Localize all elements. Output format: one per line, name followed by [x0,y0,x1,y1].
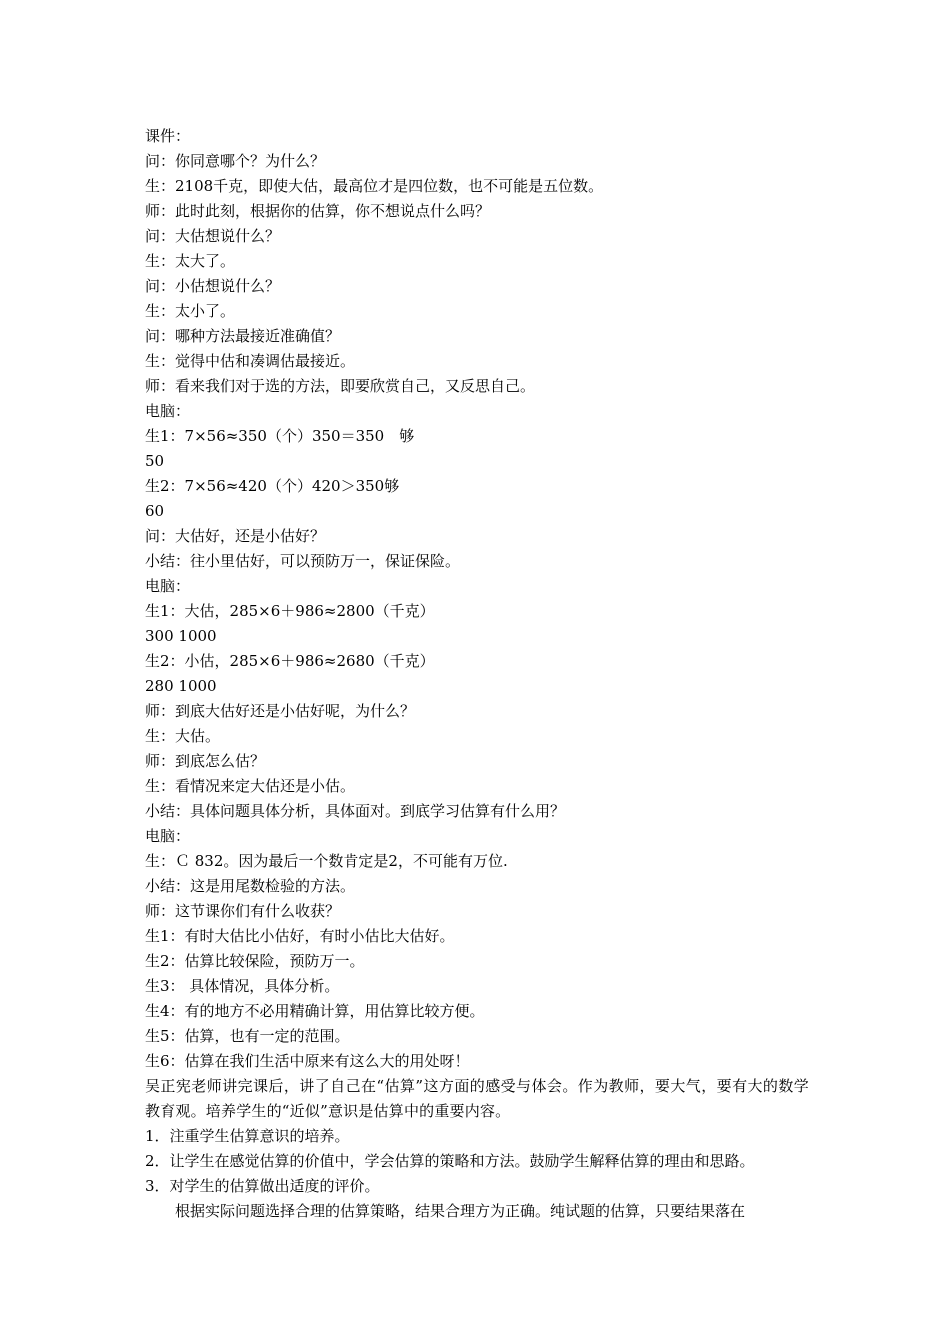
text-line: 小结：这是用尾数检验的方法。 [145,877,356,895]
list-item: 2．让学生在感觉估算的价值中，学会估算的策略和方法。鼓励学生解释估算的理由和思路。 [145,1152,755,1170]
text-line: 50 [145,452,165,470]
reflection-paragraph: 吴正宪老师讲完课后，讲了自己在“估算”这方面的感受与体会。作为教师，要大气，要有大的数学教育观。培养学生的“近似”意识是估算中的重要内容。 [145,1077,809,1120]
text-line: 小结：往小里估好，可以预防万一，保证保险。 [145,552,461,570]
text-line: 生2：7×56≈420（个）420＞350够 [145,477,400,495]
text-line: 生6：估算在我们生活中原来有这么大的用处呀！ [145,1052,470,1070]
text-line: 生：太小了。 [145,302,236,320]
text-line: 300 1000 [145,627,217,645]
text-line: 电脑： [145,577,191,595]
text-line: 师：此时此刻，根据你的估算，你不想说点什么吗？ [145,202,491,220]
text-line: 生：太大了。 [145,252,236,270]
text-line: 生5：估算，也有一定的范围。 [145,1027,350,1045]
text-line: 问：哪种方法最接近准确值？ [145,327,341,345]
document-body [145,124,809,1224]
text-line: 生：2108千克，即使大估，最高位才是四位数，也不可能是五位数。 [145,177,604,195]
text-line: 生2：小估，285×6＋986≈2680（千克） [145,652,435,670]
closing-paragraph: 根据实际问题选择合理的估算策略，结果合理方为正确。纯试题的估算，只要结果落在 [175,1202,746,1220]
text-line: 生1：大估，285×6＋986≈2800（千克） [145,602,435,620]
text-line: 生4：有的地方不必用精确计算，用估算比较方便。 [145,1002,485,1020]
text-line: 问：大估想说什么？ [145,227,281,245]
text-line: 生2：估算比较保险，预防万一。 [145,952,365,970]
text-line: 60 [145,502,165,520]
text-line: 师：这节课你们有什么收获？ [145,902,341,920]
text-line: 生：Ｃ 832。因为最后一个数肯定是2，不可能有万位. [145,852,508,870]
text-line: 问：小估想说什么？ [145,277,281,295]
text-line: 师：到底大估好还是小估好呢，为什么？ [145,702,416,720]
text-line: 师：到底怎么估？ [145,752,266,770]
text-line: 小结：具体问题具体分析，具体面对。到底学习估算有什么用？ [145,802,566,820]
text-line: 问：大估好，还是小估好？ [145,527,326,545]
text-line: 280 1000 [145,677,217,695]
text-line: 生1：有时大估比小估好，有时小估比大估好。 [145,927,455,945]
text-line: 生：大估。 [145,727,221,745]
list-item: 3．对学生的估算做出适度的评价。 [145,1177,380,1195]
text-line: 生1：7×56≈350（个）350＝350 够 [145,427,415,445]
text-line: 电脑： [145,827,191,845]
text-line: 问：你同意哪个？为什么？ [145,152,326,170]
text-line: 师：看来我们对于选的方法，即要欣赏自己，又反思自己。 [145,377,536,395]
text-line: 生：看情况来定大估还是小估。 [145,777,356,795]
list-item: 1．注重学生估算意识的培养。 [145,1127,350,1145]
text-line: 生：觉得中估和凑调估最接近。 [145,352,356,370]
text-line: 课件： [145,127,191,145]
text-line: 电脑： [145,402,191,420]
text-line: 生3： 具体情况，具体分析。 [145,977,340,995]
